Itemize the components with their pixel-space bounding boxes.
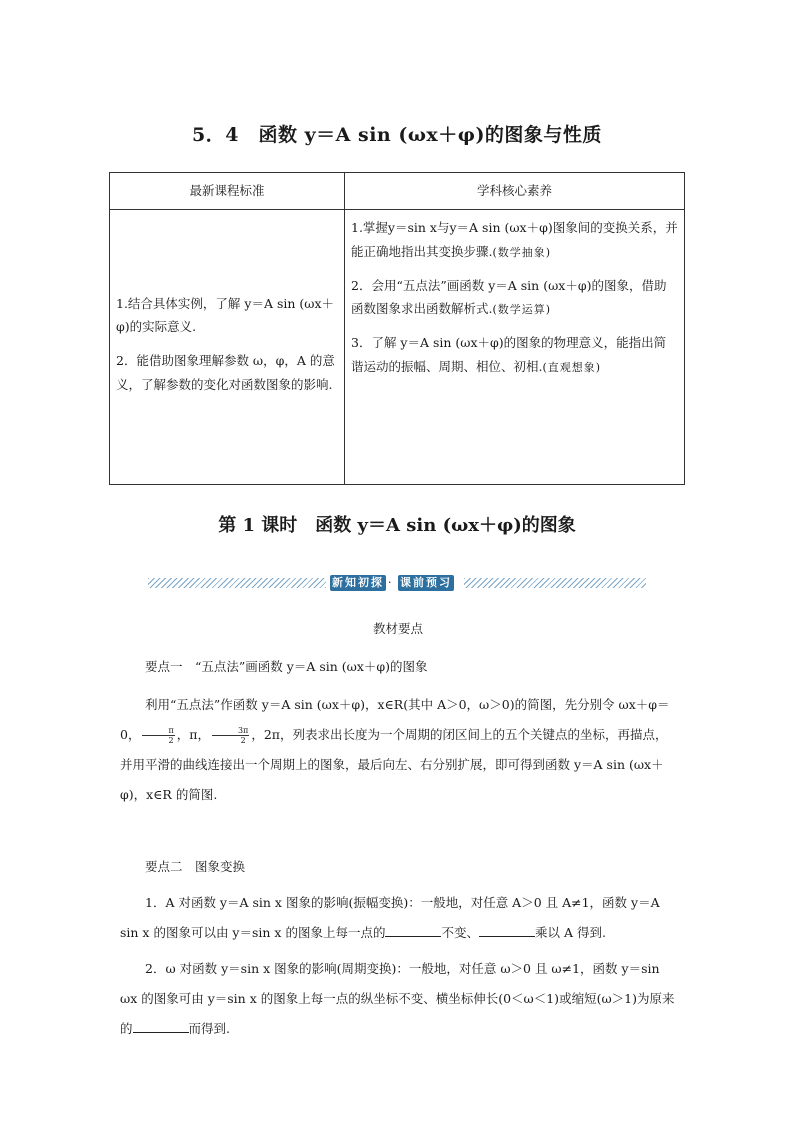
point-one-body: 利用“五点法”作函数 y＝A sin (ωx＋φ)，x∈R(其中 A＞0，ω＞0)的简图，先分别令 ωx＋φ＝0， $\frac{\pi}{2}$ ，π， $\frac{3\pi}{2}$ ，2π，列表求出长度为一个周期的闭区间上的五个关键点的坐标，再描点，并用平滑的曲线连接出一个周期上的图象，最后向左、右分别扩展，即可得到函数 y＝A sin (ωx＋φ)，x∈R 的简图. [120, 697, 670, 802]
literacy-item-2-tag: (数学运算) [492, 303, 552, 317]
point-one-title: 要点一 “五点法”画函数 y＝A sin (ωx＋φ)的图象 [145, 659, 428, 674]
banner-dot: · [388, 576, 392, 589]
curriculum-standards-cell [110, 210, 345, 485]
standards-table [109, 172, 685, 485]
point-two-title: 要点二 图象变换 [145, 859, 246, 874]
literacy-item-1-text: 1.掌握y＝sin x与y＝A sin (ωx＋φ)图象间的变换关系，并能正确地指出其变换步骤. [351, 220, 678, 259]
point-one-text-a: 利用“五点法”作函数 y＝A sin (ωx＋φ)，x∈R(其中 A＞0，ω＞0)的简图，先分别令 ωx＋φ＝0， [120, 697, 670, 742]
fill-blank-3[interactable] [133, 1018, 189, 1033]
banner-hatch-left [148, 578, 326, 588]
banner-tag-left: 新知初探 [332, 576, 384, 589]
standard-item-2: 2．能借助图象理解参数 ω，φ，A 的意义，了解参数的变化对函数图象的影响. [116, 353, 335, 392]
table-header-left: 最新课程标准 [110, 173, 345, 210]
fill-blank-1[interactable] [385, 922, 441, 937]
section-banner [148, 575, 646, 591]
fraction-pi-over-2: $\frac{\pi}{2}$ [142, 726, 174, 745]
point-two-item-2: 2．ω 对函数 y＝sin x 图象的影响(周期变换)：一般地，对任意 ω＞0 且 ω≠1，函数 y＝sin ωx 的图象可由 y＝sin x 的图象上每一点的纵坐标不变、横坐标伸长(0＜ω＜1)或缩短(ω＞1)为原来的 而得到. [120, 961, 675, 1036]
literacy-item-3 [351, 331, 678, 379]
banner-hatch-right [464, 578, 646, 588]
literacy-item-2-text: 2．会用“五点法”画函数 y＝A sin (ωx＋φ)的图象，借助函数图象求出函数解析式. [351, 277, 667, 317]
lesson-title: 第 1 课时 函数 y＝A sin (ωx＋φ)的图象 [218, 515, 576, 536]
pi-symbol: π [189, 727, 198, 742]
literacy-item-3-tag: (直观想象) [542, 361, 602, 375]
material-title: 教材要点 [372, 621, 423, 636]
core-literacy-cell [345, 210, 685, 485]
literacy-item-1 [351, 216, 678, 264]
literacy-item-3-text: 3．了解 y＝A sin (ωx＋φ)的图象的物理意义，能指出简谐运动的振幅、周期、相位、初相. [351, 335, 667, 375]
fraction-3pi-over-2: $\frac{3\pi}{2}$ [212, 726, 249, 745]
section-title: 5．4 函数 y＝A sin (ωx＋φ)的图象与性质 [192, 124, 602, 146]
standard-item-1: 1.结合具体实例，了解 y＝A sin (ωx＋φ)的实际意义. [116, 295, 335, 335]
literacy-item-1-tag: (数学抽象) [492, 245, 552, 259]
point-two-item-1: 1．A 对函数 y＝A sin x 图象的影响(振幅变换)：一般地，对任意 A＞0 且 A≠1，函数 y＝A sin x 的图象可以由 y＝sin x 的图象上每一点的 不变、 乘以 A 得到. [120, 895, 660, 940]
banner-tag-right: 课前预习 [400, 576, 452, 589]
point-one-text-b: ，2π，列表求出长度为一个周期的闭区间上的五个关键点的坐标，再描点，并用平滑的曲线连接出一个周期上的图象，最后向左、右分别扩展，即可得到函数 y＝A sin (ωx＋φ)，x∈R 的简图. [120, 727, 668, 802]
literacy-item-2 [351, 274, 678, 322]
table-header-right: 学科核心素养 [345, 173, 685, 210]
fill-blank-2[interactable] [479, 922, 535, 937]
